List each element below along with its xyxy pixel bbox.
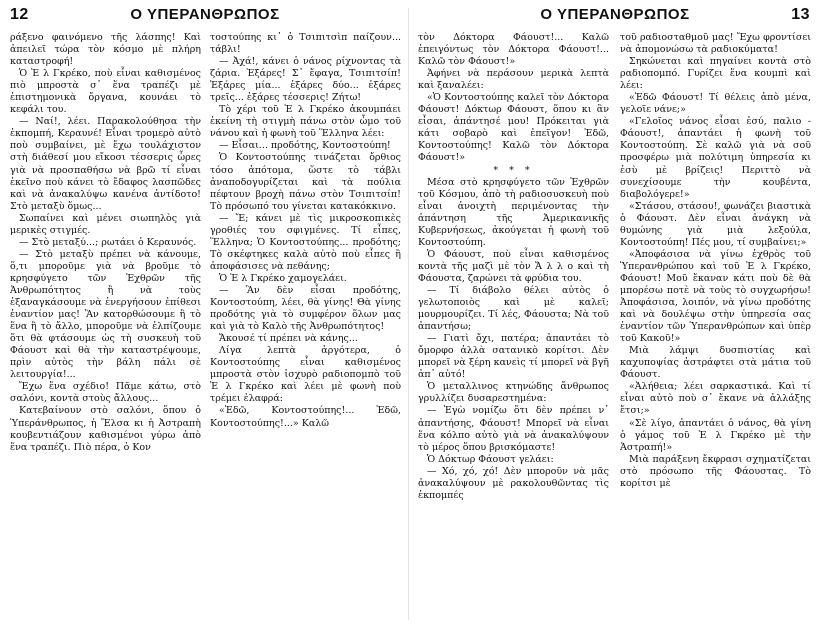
paragraph: — Ναί!, λέει. Παρακολούθησα τὴν ἐκπομπή, Κεραυνέ! Εἶναι τρομερὸ αὐτὸ ποὺ συμβαίνει, μὲ ἔχω τουλάχιστον στὴ διάθεσί μου εἴκοσι τέσσερις ὧρες γιὰ νὰ προσπαθήσω νὰ βρῶ τί εἶναι ἐκεῖνο ποὺ κάνει τὸ ἔδαφος λασπῶδες καὶ νὰ ἀνακαλύψω κανένα ἀντίδοτο! Στὸ μεταξὺ ὅμως... — [10, 116, 201, 212]
paragraph: Σηκώνεται καὶ πηγαίνει κοντὰ στὸ ραδιοπομπό. Γυρίζει ἕνα κουμπὶ καὶ λέει: — [620, 56, 811, 92]
right-page — [410, 0, 820, 626]
page-number: 13 — [791, 6, 810, 23]
paragraph: «Στάσου, στάσου!, φωνάζει βιαστικὰ ὁ Φάουστ. Δὲν εἶναι ἀνάγκη νὰ θυμώνης γιὰ μιὰ λεξούλα, Κοντοστούπη! Πές μου, τί συμβαίνει;» — [620, 200, 811, 248]
paragraph: «Ἀλήθεια; λέει σαρκαστικά. Καὶ τί εἶναι αὐτὸ ποὺ σ᾿ ἔκανε νὰ ἀλλάξης ἔτσι;» — [620, 381, 811, 417]
running-title: Ο ΥΠΕΡΑΝΘΡΩΠΟΣ — [540, 6, 690, 23]
paragraph: «Ἐδῶ, Κοντοστούπης!... Ἐδῶ, Κοντοστούπης!...» Καλῶ — [210, 405, 401, 429]
paragraph: Τὸ χέρι τοῦ Ἐ λ Γκρέκο ἀκουμπάει ἐκείνη τὴ στιγμὴ πάνω στὸν ὦμο τοῦ νάνου καὶ ἡ φωνὴ τοῦ Ἕλληνα λέει: — [210, 104, 401, 140]
paragraph: Ὁ Ἐ λ Γκρέκο, ποὺ εἶναι καθισμένος πιὸ μπροστὰ σ᾿ ἕνα τραπέζι μὲ ἐπιστημονικὰ ὄργανα, κουνάει τὸ κεφάλι του. — [10, 68, 201, 116]
paragraph: τὸν Δόκτορα Φάουστ!... Καλῶ ἐπειγόντως τὸν Δόκτορα Φάουστ!... Καλῶ τὸν Φάουστ!» — [418, 32, 609, 68]
paragraph: — Ἂν δὲν εἶσαι προδότης, Κοντοστούπη, λέει, θὰ γίνης! Θὰ γίνης προδότης γιὰ τὸ συμφέρον ὅλων μας καὶ γιὰ τὸ Καλὸ τῆς Ἀνθρωπότητος! — [210, 284, 401, 333]
paragraph: Ὁ Δόκτωρ Φάουστ γελάει: — [427, 453, 554, 465]
page-gutter — [408, 8, 409, 620]
paragraph: — Στὸ μεταξύ...; ρωτάει ὁ Κεραυνός. — [19, 236, 197, 248]
paragraph: Λίγα λεπτὰ ἀργότερα, ὁ Κοντοστούπης εἶναι καθισμένος μπροστὰ στὸν ἰσχυρὸ ραδιοπομπὸ τοῦ Ἐ λ Γκρέκο καὶ λέει μὲ φωνὴ ποὺ τρέμει ἐλαφρά: — [210, 345, 401, 405]
paragraph: — Χό, χό, χό! Δὲν μποροῦν νὰ μᾶς ἀνακαλύψουν μὲ ρακολουθῶντας τὶς ἐκπομπές — [418, 465, 609, 501]
paragraph: Ἀφήνει νὰ περάσουν μερικὰ λεπτὰ καὶ ξαναλέει: — [418, 68, 609, 92]
text-column-1 — [10, 32, 201, 624]
paragraph: «Ὁ Κοντοστούπης καλεῖ τὸν Δόκτορα Φάουστ! Δόκτωρ Φάουστ, ὅπου κι ἂν εἶσαι, ἀπάντησέ μου! Πρόκειται γιὰ κάτι σοβαρὸ καὶ ἐπεῖγον! Ἐδῶ, Κοντοστούπης! Καλῶ τὸν Δόκτορα Φάουστ!» — [418, 92, 609, 164]
paragraph: — Εἶσαι... προδότης, Κοντοστούπη! — [219, 140, 391, 152]
paragraph: Ὁ Φάουστ, ποὺ εἶναι καθισμένος κοντὰ τῆς μαζὶ μὲ τὸν Ἄ λ λ ο καὶ τὴ Φάουστα, ζαρώνει τὰ φρύδια του. — [418, 248, 609, 284]
page-header — [410, 6, 820, 26]
paragraph: Κατεβαίνουν στὸ σαλόνι, ὅπου ὁ Ὑπεράνθρωπος, ἡ Ἔλσα κι ἡ Ἀστραπὴ κουβεντιάζουν καθισμένοι γύρω ἀπὸ ἕνα τραπέζι. Πιὸ πέρα, ὁ Κον — [10, 405, 201, 453]
paragraph: Σωπαίνει καὶ μένει σιωπηλὸς γιὰ μερικὲς στιγμές. — [10, 212, 201, 236]
paragraph: Ὁ Ἐ λ Γκρέκο χαμογελάει. — [219, 272, 347, 284]
text-column-3 — [418, 32, 609, 624]
paragraph: — Ἀχά!, κάνει ὁ νάνος ρίχνοντας τὰ ζάρια. Ἑξάρες! Σ᾿ ἔφαγα, Τσιπιτσίπ! Ἑξάρες μία... ἑξάρες δύο... ἑξάρες τρεῖς... ἑξάρες τέσσερις! Ζήτω! — [210, 56, 401, 104]
paragraph: «Σὲ λίγο, ἀπαντάει ὁ νάνος, θὰ γίνη ὁ γάμος τοῦ Ἐ λ Γκρέκο μὲ τὴν Ἀστραπή!» — [620, 417, 811, 453]
paragraph: — Τί διάβολο θέλει αὐτὸς ὁ γελωτοποιὸς καὶ μὲ καλεῖ; μουρμουρίζει. Τί λές, Φάουστα; Νὰ τοῦ ἀπαντήσω; — [418, 284, 609, 333]
paragraph: Μιὰ παράξενη ἔκφρασι σχηματίζεται στὸ πρόσωπο τῆς Φάουστας. Τὸ κορίτσι μὲ — [620, 453, 811, 489]
paragraph: ράξενο φαινόμενο τῆς λάσπης! Καὶ ἀπειλεῖ τώρα τὸν κόσμο μὲ πλήρη καταστροφή! — [10, 32, 201, 68]
section-separator: * * * — [493, 164, 534, 176]
paragraph: «Ἀποφάσισα νὰ γίνω ἐχθρὸς τοῦ Ὑπερανθρώπου καὶ τοῦ Ἐ λ Γκρέκο, Φάουστ! Μοῦ ἔκαναν κάτι ποὺ δὲ θὰ μπορέσω ποτὲ νὰ τοὺς τὸ συγχωρήσω! Ἀποφάσισα, λοιπόν, νὰ γίνω προδότης καὶ νὰ δουλέψω στὴν ὑπηρεσία σας ἐναντίον τῶν Ὑπερανθρώπων καὶ ὑπὲρ τοῦ Κακοῦ!» — [620, 248, 811, 345]
paragraph: τοῦ ραδιοσταθμοῦ μας! Ἔχω φροντίσει νὰ ἀπομονώσω τὰ ραδιοκύματα! — [620, 32, 811, 56]
text-column-2 — [210, 32, 401, 624]
paragraph: — Ἐγὼ νομίζω ὅτι δὲν πρέπει ν᾿ ἀπαντήσης, Φάουστ! Μπορεῖ νὰ εἶναι ἕνα κόλπο αὐτὸ γιὰ νὰ ἀνακαλύψουν τὸ μέρος ὅπου βρισκόμαστε! — [418, 405, 609, 453]
paragraph: Ὁ μεταλλινος κτηνώδης ἄνθρωπος γρυλλίζει δυσαρεστημένα: — [418, 381, 609, 405]
paragraph: τοστούπης κι᾿ ὁ Τσιπιτσὶπ παίζουν... τάβλι! — [210, 32, 401, 56]
paragraph: Μέσα στὸ κρησφύγετο τῶν Ἐχθρῶν τοῦ Κόσμου, ἀπὸ τὴ ραδιοσυσκευὴ ποὺ εἶναι ἀνοιχτὴ περιμένοντας τὴν ἀπάντηση τῆς Ἀμερικανικῆς Κυβερνήσεως, ἀκούγεται ἡ φωνὴ τοῦ Κοντοστούπη. — [418, 176, 609, 248]
paragraph: «Ἐδῶ Φάουστ! Τί θέλεις ἀπὸ μένα, γελοῖε νάνε;» — [620, 92, 811, 116]
paragraph: — Γιατὶ ὄχι, πατέρα; ἀπαντάει τὸ ὄμορφο ἀλλὰ σατανικὸ κορίτσι. Δὲν μπορεῖ νὰ ξέρη κανεὶς τί μπορεῖ νὰ βγῆ ἀπ᾿ αὐτό! — [418, 333, 609, 381]
paragraph: — Ἔ; κάνει μὲ τὶς μικροσκοπικὲς γροθιές του σφιγμένες. Τί εἶπες, Ἕλληνα; Ὁ Κοντοστούπης... προδότης; Τὸ σκέφτηκες καλὰ αὐτὸ ποὺ εἶπες ἢ ἀποφάσισες νὰ πεθάνης; — [210, 212, 401, 272]
page-header — [0, 6, 410, 26]
paragraph: Ἄκουσέ τί πρέπει νὰ κάνης... — [219, 333, 358, 345]
paragraph: Μιὰ λάμψι δυσπιστίας καὶ καχυποψίας ἀστράφτει στὰ μάτια τοῦ Φάουστ. — [620, 345, 811, 381]
paragraph: Ὁ Κοντοστούπης τινάζεται ὄρθιος τόσο ἀπότομα, ὥστε τὸ τάβλι ἀναποδογυρίζεται καὶ τὰ πούλια πέφτουν βροχὴ πάνω στὸν Τσιπιτσίπ! Τὸ πρόσωπό του γίνεται κατακόκκινο. — [210, 152, 401, 212]
page-number: 12 — [10, 6, 29, 23]
running-title: Ο ΥΠΕΡΑΝΘΡΩΠΟΣ — [130, 6, 280, 23]
text-column-4 — [620, 32, 811, 624]
paragraph: — Στὸ μεταξὺ πρέπει νὰ κάνουμε, ὅ,τι μποροῦμε γιὰ νὰ βροῦμε τὸ κρησφύγετο τῶν Ἐχθρῶν τῆς Ἀνθρωπότητος ἢ νὰ τοὺς ἐξαναγκάσουμε νὰ ἐνεργήσουν ἐπίθεσι ἐναντίον μας! Ἂν κατορθώσουμε ἢ τὸ ἕνα ἢ τὸ ἄλλο, μποροῦμε νὰ ἐλπίζουμε ὅτι θὰ φτάσουμε ὡς τὴ συσκευὴ τοῦ Φάουστ καὶ θὰ τὴν καταστρέψουμε, πρὶν αὐτὸς τὴν βάλη πάλι σὲ λειτουργία!... — [10, 248, 201, 381]
paragraph: Ἔχω ἕνα σχέδιο! Πᾶμε κάτω, στὸ σαλόνι, κοντὰ στοὺς ἄλλους... — [10, 381, 201, 405]
paragraph: «Γελοῖος νάνος εἶσαι ἐσύ, παλιο - Φάουστ!, ἀπαντάει ἡ φωνὴ τοῦ Κοντοστούπη. Σὲ καλῶ γιὰ νὰ σοῦ προσφέρω μιὰ πολύτιμη ὑπηρεσία κι ἐσὺ μὲ βρίζεις! Περιττὸ νὰ συνεχίσουμε τὴν κουβέντα, διαβολόγερε!» — [620, 116, 811, 200]
